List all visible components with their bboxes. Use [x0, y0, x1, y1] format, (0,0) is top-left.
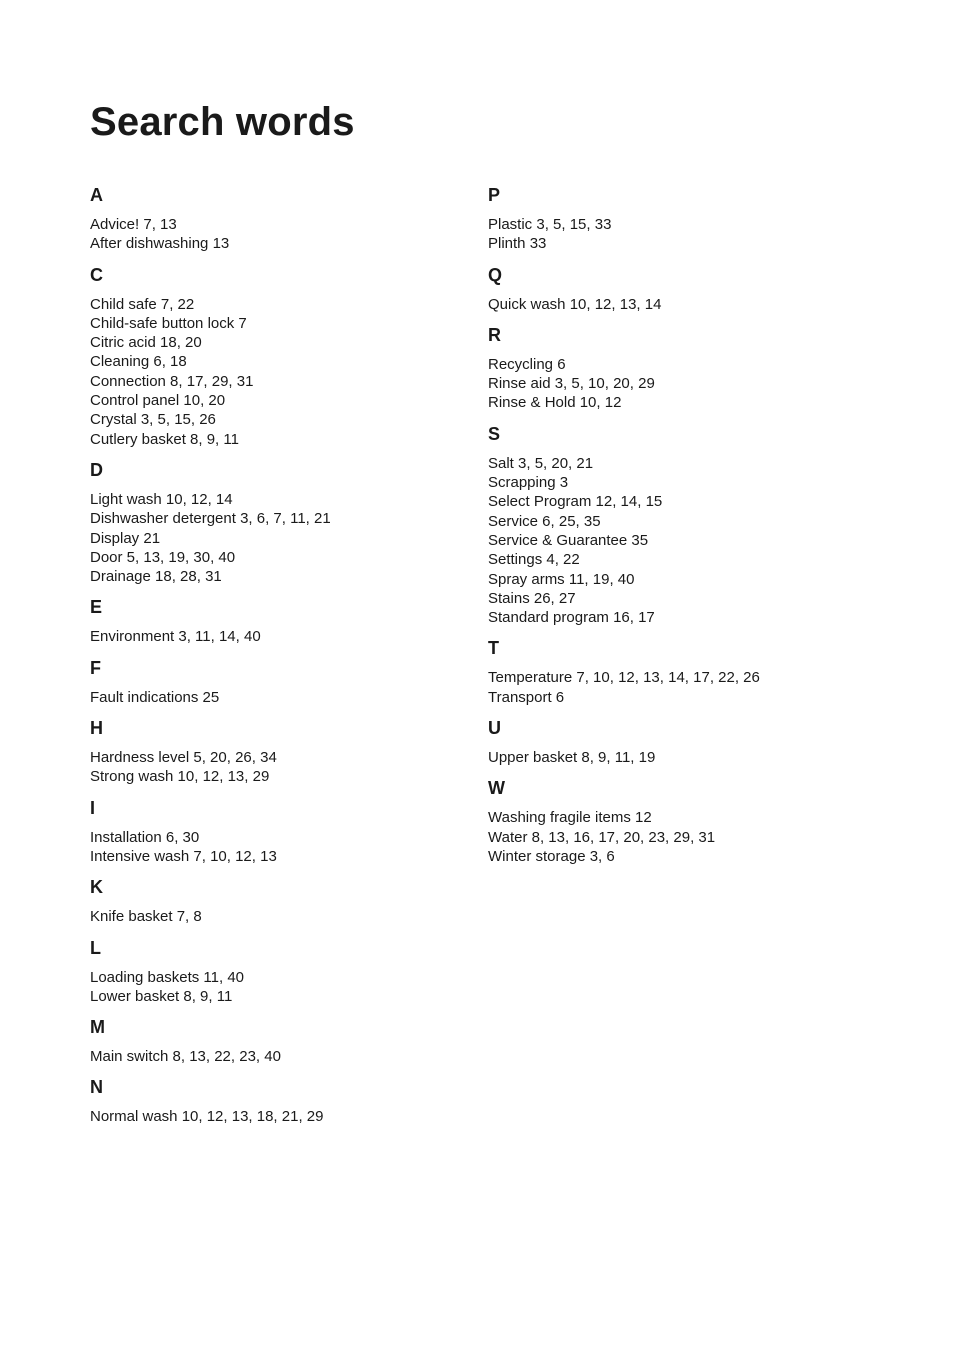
page-title: Search words [90, 100, 355, 144]
index-entry: Upper basket 8, 9, 11, 19 [488, 749, 656, 767]
section-letter: I [90, 797, 96, 818]
index-entry: Child-safe button lock 7 [90, 314, 247, 332]
index-entry: Cleaning 6, 18 [90, 353, 187, 371]
section-letter: H [90, 718, 103, 739]
index-entry: Environment 3, 11, 14, 40 [90, 628, 261, 646]
index-section-h [90, 713, 470, 787]
index-entry: Connection 8, 17, 29, 31 [90, 372, 254, 390]
index-entry: Normal wash 10, 12, 13, 18, 21, 29 [90, 1108, 324, 1126]
index-section-u [488, 713, 868, 767]
section-letter: S [488, 423, 501, 444]
index-entry: Drainage 18, 28, 31 [90, 568, 222, 586]
index-entry: After dishwashing 13 [90, 235, 230, 253]
index-section-a [90, 180, 470, 254]
index-section-q [488, 260, 868, 314]
index-entry: Fault indications 25 [90, 688, 220, 706]
section-letter: N [90, 1077, 103, 1098]
index-section-w [488, 773, 868, 866]
index-section-k [90, 872, 470, 926]
index-entry: Water 8, 13, 16, 17, 20, 23, 29, 31 [488, 828, 716, 846]
index-column-right [488, 180, 868, 866]
section-letter: L [90, 937, 101, 958]
index-section-m [90, 1012, 470, 1066]
index-entry: Strong wash 10, 12, 13, 29 [90, 768, 270, 786]
index-entry: Plastic 3, 5, 15, 33 [488, 216, 612, 233]
index-section-c [90, 260, 470, 449]
index-entry: Child safe 7, 22 [90, 295, 195, 313]
section-letter: K [90, 877, 103, 898]
index-entry: Display 21 [90, 529, 161, 547]
index-entry: Service & Guarantee 35 [488, 531, 649, 549]
index-section-l [90, 933, 470, 1007]
index-entry: Main switch 8, 13, 22, 23, 40 [90, 1048, 281, 1066]
index-entry: Stains 26, 27 [488, 589, 576, 607]
index-section-n [90, 1072, 470, 1126]
index-entry: Spray arms 11, 19, 40 [488, 570, 635, 588]
index-section-d [90, 455, 470, 586]
index-entry: Temperature 7, 10, 12, 13, 14, 17, 22, 26 [488, 669, 760, 687]
index-entry: Intensive wash 7, 10, 12, 13 [90, 847, 277, 865]
index-entry: Door 5, 13, 19, 30, 40 [90, 548, 236, 566]
index-entry: Advice! 7, 13 [90, 216, 177, 233]
index-entry: Quick wash 10, 12, 13, 14 [488, 295, 662, 313]
index-section-p [488, 180, 868, 254]
index-section-t [488, 633, 868, 707]
index-entry: Knife basket 7, 8 [90, 908, 202, 926]
index-entry: Loading baskets 11, 40 [90, 968, 245, 986]
index-section-s [488, 419, 868, 628]
section-letter: D [90, 459, 103, 480]
section-letter: C [90, 264, 103, 285]
index-entry: Scrapping 3 [488, 474, 569, 492]
index-entry: Rinse aid 3, 5, 10, 20, 29 [488, 375, 655, 393]
section-letter: T [488, 638, 499, 659]
section-letter: A [90, 185, 103, 205]
section-letter: E [90, 597, 103, 618]
index-entry: Service 6, 25, 35 [488, 512, 601, 530]
section-letter: M [90, 1017, 105, 1038]
index-entry: Hardness level 5, 20, 26, 34 [90, 749, 277, 767]
section-letter: F [90, 657, 101, 678]
section-letter: U [488, 718, 501, 739]
index-entry: Light wash 10, 12, 14 [90, 490, 233, 508]
section-letter: Q [488, 264, 503, 285]
index-entry: Control panel 10, 20 [90, 392, 226, 410]
index-entry: Lower basket 8, 9, 11 [90, 987, 233, 1005]
section-letter: R [488, 324, 501, 345]
index-entry: Select Program 12, 14, 15 [488, 493, 663, 511]
section-letter: W [488, 778, 505, 799]
index-entry: Rinse & Hold 10, 12 [488, 394, 622, 412]
index-entry: Plinth 33 [488, 235, 547, 253]
index-entry: Installation 6, 30 [90, 828, 200, 846]
index-entry: Winter storage 3, 6 [488, 847, 615, 865]
index-section-r [488, 320, 868, 413]
index-entry: Cutlery basket 8, 9, 11 [90, 430, 239, 448]
index-entry: Transport 6 [488, 688, 565, 706]
index-entry: Standard program 16, 17 [488, 609, 655, 627]
index-column-left [90, 180, 470, 1127]
index-entry: Citric acid 18, 20 [90, 334, 202, 352]
index-entry: Washing fragile items 12 [488, 809, 652, 827]
section-letter: P [488, 185, 501, 205]
index-entry: Settings 4, 22 [488, 551, 580, 569]
index-entry: Recycling 6 [488, 355, 566, 373]
index-section-e [90, 592, 470, 646]
index-entry: Crystal 3, 5, 15, 26 [90, 411, 216, 429]
index-entry: Dishwasher detergent 3, 6, 7, 11, 21 [90, 510, 331, 528]
index-section-i [90, 793, 470, 867]
index-section-f [90, 653, 470, 707]
index-entry: Salt 3, 5, 20, 21 [488, 454, 594, 472]
